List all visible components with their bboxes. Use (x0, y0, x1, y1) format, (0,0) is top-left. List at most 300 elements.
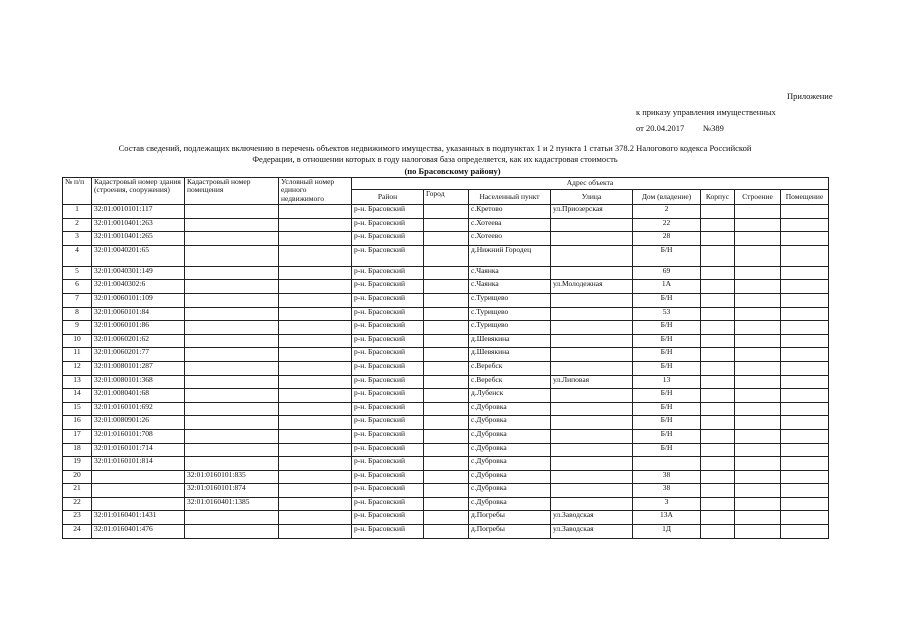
house-cell: 1А (633, 280, 701, 294)
settlement-cell: д.Шевякина (469, 334, 551, 348)
cond-number-cell (279, 457, 352, 471)
settlement-cell: с.Турищево (469, 321, 551, 335)
korpus-cell (701, 402, 735, 416)
house-cell: Б/Н (633, 361, 701, 375)
korpus-cell (701, 443, 735, 457)
building-cadastral-cell: 32:01:0160101:692 (92, 402, 185, 416)
room-cadastral-cell (185, 443, 279, 457)
cond-number-cell (279, 232, 352, 246)
row-number-cell: 8 (63, 307, 92, 321)
cond-number-cell (279, 205, 352, 219)
korpus-cell (701, 470, 735, 484)
street-cell (551, 266, 633, 280)
district-cell: р-н. Брасовский (352, 429, 424, 443)
settlement-cell: с.Дубровка (469, 470, 551, 484)
premises-cell (781, 293, 829, 307)
row-number-cell: 13 (63, 375, 92, 389)
house-cell: 22 (633, 218, 701, 232)
col-room-header: Кадастровый номер помещения (185, 178, 279, 205)
building-cadastral-cell: 32:01:0080101:368 (92, 375, 185, 389)
city-cell (424, 348, 469, 362)
street-cell (551, 321, 633, 335)
city-cell (424, 470, 469, 484)
city-cell (424, 232, 469, 246)
city-cell (424, 245, 469, 266)
building-cadastral-cell: 32:01:0010101:117 (92, 205, 185, 219)
premises-cell (781, 497, 829, 511)
korpus-cell (701, 389, 735, 403)
building-part-cell (735, 266, 781, 280)
room-cadastral-cell (185, 334, 279, 348)
settlement-cell: с.Турищево (469, 307, 551, 321)
room-cadastral-cell (185, 402, 279, 416)
row-number-cell: 6 (63, 280, 92, 294)
korpus-cell (701, 205, 735, 219)
korpus-cell (701, 525, 735, 539)
premises-cell (781, 361, 829, 375)
korpus-cell (701, 361, 735, 375)
district-cell: р-н. Брасовский (352, 334, 424, 348)
premises-cell (781, 307, 829, 321)
building-part-cell (735, 457, 781, 471)
street-cell: ул.Заводская (551, 525, 633, 539)
table-row (63, 280, 829, 294)
building-part-cell (735, 348, 781, 362)
city-cell (424, 266, 469, 280)
settlement-cell: с.Дубровка (469, 429, 551, 443)
house-cell: Б/Н (633, 416, 701, 430)
district-cell: р-н. Брасовский (352, 389, 424, 403)
settlement-cell: д.Нижний Городец (469, 245, 551, 266)
building-part-cell (735, 443, 781, 457)
premises-cell (781, 266, 829, 280)
cond-number-cell (279, 361, 352, 375)
premises-cell (781, 205, 829, 219)
premises-cell (781, 321, 829, 335)
premises-cell (781, 443, 829, 457)
korpus-cell (701, 416, 735, 430)
building-part-cell (735, 525, 781, 539)
house-cell: Б/Н (633, 429, 701, 443)
table-row (63, 443, 829, 457)
building-cadastral-cell: 32:01:0080401:68 (92, 389, 185, 403)
table-row (63, 293, 829, 307)
row-number-cell: 21 (63, 484, 92, 498)
building-part-cell (735, 321, 781, 335)
table-row (63, 416, 829, 430)
korpus-cell (701, 266, 735, 280)
row-number-cell: 12 (63, 361, 92, 375)
house-cell: 1Д (633, 525, 701, 539)
house-cell: Б/Н (633, 402, 701, 416)
cond-number-cell (279, 266, 352, 280)
building-part-cell (735, 416, 781, 430)
street-cell: ул.Липовая (551, 375, 633, 389)
table-row (63, 511, 829, 525)
district-cell: р-н. Брасовский (352, 218, 424, 232)
premises-cell (781, 348, 829, 362)
col-district-header: Район (352, 190, 424, 205)
room-cadastral-cell (185, 429, 279, 443)
city-cell (424, 511, 469, 525)
table-row (63, 470, 829, 484)
col-building-header: Кадастровый номер здания (строения, сооружения) (92, 178, 185, 205)
row-number-cell: 10 (63, 334, 92, 348)
street-cell (551, 348, 633, 362)
korpus-cell (701, 511, 735, 525)
table-row (63, 497, 829, 511)
district-cell: р-н. Брасовский (352, 280, 424, 294)
korpus-cell (701, 348, 735, 362)
building-part-cell (735, 361, 781, 375)
room-cadastral-cell (185, 361, 279, 375)
col-building-part-header: Строение (735, 190, 781, 205)
korpus-cell (701, 232, 735, 246)
room-cadastral-cell (185, 416, 279, 430)
row-number-cell: 22 (63, 497, 92, 511)
building-part-cell (735, 429, 781, 443)
col-premises-header: Помещение (781, 190, 829, 205)
building-cadastral-cell: 32:01:0160101:714 (92, 443, 185, 457)
city-cell (424, 389, 469, 403)
city-cell (424, 321, 469, 335)
korpus-cell (701, 484, 735, 498)
korpus-cell (701, 218, 735, 232)
premises-cell (781, 525, 829, 539)
table-row (63, 348, 829, 362)
premises-cell (781, 484, 829, 498)
house-cell: 3 (633, 497, 701, 511)
room-cadastral-cell (185, 232, 279, 246)
cond-number-cell (279, 416, 352, 430)
cond-number-cell (279, 334, 352, 348)
premises-cell (781, 470, 829, 484)
street-cell (551, 416, 633, 430)
room-cadastral-cell: 32:01:0160101:874 (185, 484, 279, 498)
building-part-cell (735, 293, 781, 307)
city-cell (424, 484, 469, 498)
city-cell (424, 443, 469, 457)
settlement-cell: с.Хотеево (469, 232, 551, 246)
table-row (63, 389, 829, 403)
row-number-cell: 18 (63, 443, 92, 457)
settlement-cell: с.Турищево (469, 293, 551, 307)
city-cell (424, 402, 469, 416)
premises-cell (781, 232, 829, 246)
settlement-cell: д.Шевякина (469, 348, 551, 362)
row-number-cell: 17 (63, 429, 92, 443)
header-appendix: Приложение (787, 91, 833, 101)
street-cell (551, 402, 633, 416)
settlement-cell: с.Веребск (469, 361, 551, 375)
table-row (63, 266, 829, 280)
street-cell (551, 484, 633, 498)
document-subtitle: (по Брасовскому району) (404, 166, 501, 176)
room-cadastral-cell (185, 457, 279, 471)
district-cell: р-н. Брасовский (352, 245, 424, 266)
col-korpus-header: Корпус (701, 190, 735, 205)
cond-number-cell (279, 443, 352, 457)
building-cadastral-cell: 32:01:0060201:62 (92, 334, 185, 348)
cond-number-cell (279, 348, 352, 362)
col-street-header: Улица (551, 190, 633, 205)
settlement-cell: д.Погребы (469, 511, 551, 525)
settlement-cell: с.Дубровка (469, 497, 551, 511)
cond-number-cell (279, 321, 352, 335)
row-number-cell: 19 (63, 457, 92, 471)
col-house-header: Дом (владение) (633, 190, 701, 205)
building-cadastral-cell: 32:01:0080901:26 (92, 416, 185, 430)
cond-number-cell (279, 470, 352, 484)
row-number-cell: 3 (63, 232, 92, 246)
room-cadastral-cell: 32:01:0160101:835 (185, 470, 279, 484)
house-cell: 13А (633, 511, 701, 525)
house-cell: 53 (633, 307, 701, 321)
city-cell (424, 280, 469, 294)
settlement-cell: с.Чаянка (469, 280, 551, 294)
house-cell: Б/Н (633, 348, 701, 362)
house-cell: 2 (633, 205, 701, 219)
building-cadastral-cell: 32:01:0040201:65 (92, 245, 185, 266)
korpus-cell (701, 293, 735, 307)
settlement-cell: с.Дубровка (469, 457, 551, 471)
col-city-header: Город (424, 190, 469, 205)
cond-number-cell (279, 402, 352, 416)
settlement-cell: д.Погребы (469, 525, 551, 539)
district-cell: р-н. Брасовский (352, 307, 424, 321)
city-cell (424, 457, 469, 471)
table-row (63, 484, 829, 498)
table-row (63, 457, 829, 471)
district-cell: р-н. Брасовский (352, 457, 424, 471)
room-cadastral-cell: 32:01:0160401:1385 (185, 497, 279, 511)
street-cell (551, 334, 633, 348)
cond-number-cell (279, 429, 352, 443)
city-cell (424, 497, 469, 511)
korpus-cell (701, 375, 735, 389)
premises-cell (781, 218, 829, 232)
premises-cell (781, 429, 829, 443)
korpus-cell (701, 497, 735, 511)
district-cell: р-н. Брасовский (352, 443, 424, 457)
house-cell: Б/Н (633, 334, 701, 348)
building-cadastral-cell: 32:01:0160101:814 (92, 457, 185, 471)
city-cell (424, 525, 469, 539)
building-part-cell (735, 402, 781, 416)
row-number-cell: 15 (63, 402, 92, 416)
room-cadastral-cell (185, 266, 279, 280)
row-number-cell: 14 (63, 389, 92, 403)
district-cell: р-н. Брасовский (352, 497, 424, 511)
district-cell: р-н. Брасовский (352, 232, 424, 246)
street-cell (551, 457, 633, 471)
building-cadastral-cell: 32:01:0060201:77 (92, 348, 185, 362)
building-cadastral-cell: 32:01:0060101:84 (92, 307, 185, 321)
house-cell: 38 (633, 470, 701, 484)
house-cell: 13 (633, 375, 701, 389)
building-cadastral-cell (92, 484, 185, 498)
building-cadastral-cell: 32:01:0160101:708 (92, 429, 185, 443)
room-cadastral-cell (185, 205, 279, 219)
cond-number-cell (279, 245, 352, 266)
room-cadastral-cell (185, 280, 279, 294)
city-cell (424, 429, 469, 443)
row-number-cell: 11 (63, 348, 92, 362)
house-cell: Б/Н (633, 321, 701, 335)
building-cadastral-cell: 32:01:0010401:265 (92, 232, 185, 246)
korpus-cell (701, 245, 735, 266)
room-cadastral-cell (185, 375, 279, 389)
district-cell: р-н. Брасовский (352, 293, 424, 307)
col-num-header: № п/п (63, 178, 92, 205)
cond-number-cell (279, 511, 352, 525)
building-part-cell (735, 205, 781, 219)
settlement-cell: с.Кретово (469, 205, 551, 219)
premises-cell (781, 416, 829, 430)
table-row (63, 205, 829, 219)
building-part-cell (735, 280, 781, 294)
room-cadastral-cell (185, 293, 279, 307)
city-cell (424, 307, 469, 321)
row-number-cell: 4 (63, 245, 92, 266)
building-cadastral-cell: 32:01:0080101:287 (92, 361, 185, 375)
district-cell: р-н. Брасовский (352, 205, 424, 219)
house-cell (633, 457, 701, 471)
settlement-cell: с.Чаянка (469, 266, 551, 280)
street-cell (551, 218, 633, 232)
cond-number-cell (279, 525, 352, 539)
building-part-cell (735, 218, 781, 232)
cond-number-cell (279, 293, 352, 307)
building-cadastral-cell: 32:01:0160401:1431 (92, 511, 185, 525)
street-cell (551, 245, 633, 266)
building-cadastral-cell: 32:01:0160401:476 (92, 525, 185, 539)
row-number-cell: 7 (63, 293, 92, 307)
building-cadastral-cell (92, 497, 185, 511)
table-row (63, 429, 829, 443)
row-number-cell: 23 (63, 511, 92, 525)
row-number-cell: 2 (63, 218, 92, 232)
city-cell (424, 375, 469, 389)
table-row (63, 245, 829, 266)
building-part-cell (735, 245, 781, 266)
settlement-cell: с.Дубровка (469, 443, 551, 457)
district-cell: р-н. Брасовский (352, 525, 424, 539)
room-cadastral-cell (185, 218, 279, 232)
house-cell: Б/Н (633, 293, 701, 307)
building-part-cell (735, 307, 781, 321)
premises-cell (781, 511, 829, 525)
building-cadastral-cell: 32:01:0040301:149 (92, 266, 185, 280)
cond-number-cell (279, 280, 352, 294)
district-cell: р-н. Брасовский (352, 266, 424, 280)
settlement-cell: с.Веребск (469, 375, 551, 389)
premises-cell (781, 245, 829, 266)
room-cadastral-cell (185, 348, 279, 362)
district-cell: р-н. Брасовский (352, 375, 424, 389)
premises-cell (781, 375, 829, 389)
building-cadastral-cell: 32:01:0060101:86 (92, 321, 185, 335)
house-cell: 38 (633, 484, 701, 498)
city-cell (424, 334, 469, 348)
building-part-cell (735, 497, 781, 511)
street-cell (551, 389, 633, 403)
settlement-cell: с.Дубровка (469, 416, 551, 430)
korpus-cell (701, 307, 735, 321)
district-cell: р-н. Брасовский (352, 321, 424, 335)
settlement-cell: с.Дубровка (469, 402, 551, 416)
street-cell: ул.Молодежная (551, 280, 633, 294)
city-cell (424, 218, 469, 232)
korpus-cell (701, 280, 735, 294)
cond-number-cell (279, 497, 352, 511)
city-cell (424, 416, 469, 430)
table-row (63, 218, 829, 232)
street-cell (551, 497, 633, 511)
street-cell: ул.Заводская (551, 511, 633, 525)
district-cell: р-н. Брасовский (352, 361, 424, 375)
street-cell (551, 443, 633, 457)
building-part-cell (735, 470, 781, 484)
settlement-cell: д.Лубенск (469, 389, 551, 403)
house-cell: 69 (633, 266, 701, 280)
header-number: №389 (703, 123, 724, 133)
street-cell (551, 429, 633, 443)
table-row (63, 375, 829, 389)
room-cadastral-cell (185, 511, 279, 525)
korpus-cell (701, 457, 735, 471)
row-number-cell: 5 (63, 266, 92, 280)
street-cell (551, 361, 633, 375)
cond-number-cell (279, 389, 352, 403)
house-cell: 28 (633, 232, 701, 246)
city-cell (424, 293, 469, 307)
cond-number-cell (279, 484, 352, 498)
building-part-cell (735, 334, 781, 348)
table-row (63, 232, 829, 246)
table-row (63, 361, 829, 375)
premises-cell (781, 457, 829, 471)
district-cell: р-н. Брасовский (352, 511, 424, 525)
room-cadastral-cell (185, 307, 279, 321)
street-cell (551, 232, 633, 246)
document-title: Состав сведений, подлежащих включению в перечень объектов недвижимого имущества, указанных в подпунктах 1 и 2 пункта 1 статьи 378.2 Налогового кодекса Российской Федерации, в отношении которых в году налоговая база определяется, как их кадастровая стоимость (118, 143, 752, 164)
premises-cell (781, 402, 829, 416)
table-row (63, 334, 829, 348)
house-cell: Б/Н (633, 245, 701, 266)
street-cell: ул.Приозерская (551, 205, 633, 219)
korpus-cell (701, 321, 735, 335)
room-cadastral-cell (185, 321, 279, 335)
building-part-cell (735, 484, 781, 498)
row-number-cell: 20 (63, 470, 92, 484)
premises-cell (781, 334, 829, 348)
building-cadastral-cell: 32:01:0040302:6 (92, 280, 185, 294)
street-cell (551, 307, 633, 321)
district-cell: р-н. Брасовский (352, 416, 424, 430)
korpus-cell (701, 429, 735, 443)
room-cadastral-cell (185, 525, 279, 539)
table-row (63, 321, 829, 335)
cond-number-cell (279, 375, 352, 389)
district-cell: р-н. Брасовский (352, 470, 424, 484)
premises-cell (781, 280, 829, 294)
col-cond-header: Условный номер единого недвижимого (279, 178, 352, 205)
building-part-cell (735, 511, 781, 525)
building-part-cell (735, 232, 781, 246)
house-cell: Б/Н (633, 389, 701, 403)
district-cell: р-н. Брасовский (352, 402, 424, 416)
